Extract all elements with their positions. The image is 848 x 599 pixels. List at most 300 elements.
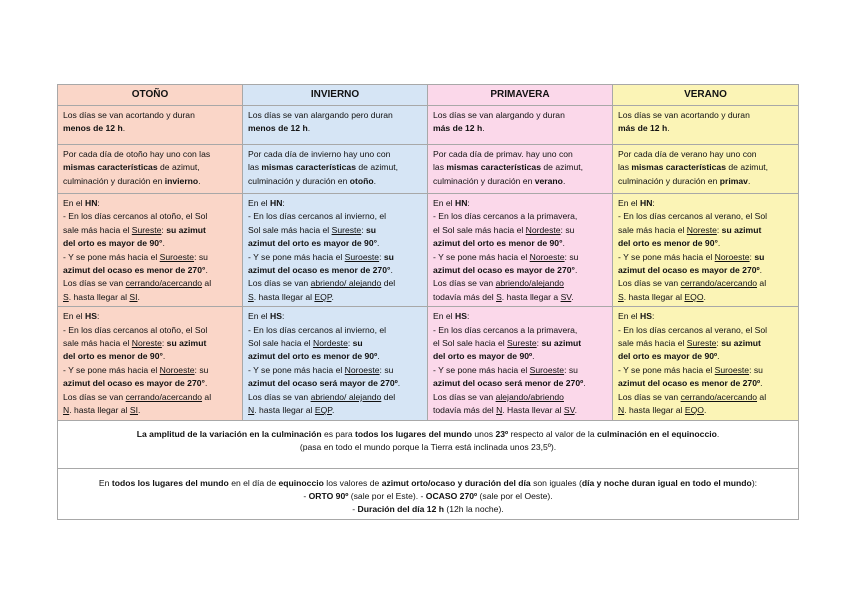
bold-term: su azimut <box>721 338 761 349</box>
text-line <box>618 377 793 390</box>
text-run: : <box>161 224 167 235</box>
text-line <box>618 404 793 417</box>
text-run: - En los días cercanos a la primavera, <box>433 324 578 335</box>
text-run: . hasta llegar a <box>501 291 561 302</box>
text-run: - Y se pone más hacia el <box>63 251 160 262</box>
text-run: las <box>248 162 262 173</box>
text-line <box>433 310 607 323</box>
bold-term: del orto es mayor de 90º <box>618 351 718 362</box>
underlined-term: cerrando/acercando <box>680 391 758 402</box>
text-line <box>248 264 422 277</box>
text-run: En el <box>63 311 85 322</box>
text-line <box>248 175 422 188</box>
text-line <box>433 109 607 122</box>
underlined-term: cerrando/acercando <box>680 278 758 289</box>
text-run: . Hasta llevar al <box>502 405 564 416</box>
bold-term: más de 12 h <box>433 123 483 134</box>
underlined-term: EQO <box>684 405 704 416</box>
text-line <box>63 324 237 337</box>
text-line <box>248 310 422 323</box>
text-line <box>618 122 793 135</box>
text-run: - En los días cercanos al verano, el Sol <box>618 211 768 222</box>
underlined-term: Noreste <box>686 224 717 235</box>
underlined-term: N <box>63 405 70 416</box>
text-run: de azimut, <box>540 162 584 173</box>
text-run: sale más hacia el <box>618 338 687 349</box>
text-run: : <box>536 338 542 349</box>
text-run: Los días se van alargando y duran <box>433 110 565 120</box>
underlined-term: EQP <box>314 405 332 416</box>
text-run: . <box>122 123 126 134</box>
text-line <box>63 197 237 210</box>
text-run: Los días se van <box>618 278 681 289</box>
text-run: . hasta llegar al <box>68 291 130 302</box>
bold-term: su azimut <box>541 338 582 349</box>
text-run: Los días se van acortando y duran <box>63 110 195 120</box>
text-line <box>63 161 237 174</box>
text-run: : <box>716 338 722 349</box>
text-run: (pasa en todo el mundo porque la Tierra está inclinada unos 23,5º). <box>299 441 557 452</box>
text-run: del <box>381 391 396 402</box>
bold-term: primav <box>719 175 748 186</box>
text-run: . <box>574 405 577 416</box>
text-run: : su <box>749 364 763 375</box>
text-run: . <box>532 351 535 362</box>
text-run: : <box>361 224 366 235</box>
text-run: . <box>331 405 335 416</box>
text-run: . <box>562 238 565 249</box>
bold-term: HN <box>269 198 283 208</box>
text-line <box>63 337 237 350</box>
text-run: . hasta llegar al <box>253 291 315 302</box>
footer-equinoccio-note <box>58 468 799 519</box>
text-run: culminación y duración en <box>63 175 165 186</box>
text-run: Los días se van <box>433 278 496 289</box>
text-run: . <box>482 123 485 134</box>
text-line <box>618 364 793 377</box>
text-line <box>248 224 422 237</box>
text-run: - En los días cercanos al invierno, el <box>248 211 387 222</box>
text-run: . <box>717 238 721 249</box>
text-line <box>618 337 793 350</box>
header-primavera: PRIMAVERA <box>428 85 613 106</box>
text-run: . <box>205 265 208 276</box>
underlined-term: Noroeste <box>159 364 195 375</box>
text-run: . <box>667 123 670 134</box>
text-run: . <box>373 175 377 186</box>
text-run: Los días se van <box>433 391 496 402</box>
text-run: al <box>202 278 212 289</box>
seasons-table <box>57 84 799 520</box>
text-run: : <box>716 224 722 235</box>
cell-invierno-hn <box>243 194 428 307</box>
text-run: son iguales ( <box>530 477 582 488</box>
bold-term: su <box>366 224 377 235</box>
text-line <box>618 264 793 277</box>
bold-term: HS <box>84 311 97 322</box>
text-run: el Sol sale hacia el <box>433 338 508 349</box>
cell-invierno-simetria <box>243 145 428 194</box>
text-run: - Y se pone más hacia el <box>63 364 160 375</box>
text-run: Los días se van acortando y duran <box>618 110 750 120</box>
text-run: En <box>98 477 112 488</box>
text-run: - Y se pone más hacia el <box>618 364 715 375</box>
text-run: . <box>760 378 763 389</box>
text-line <box>63 310 237 323</box>
text-run: : <box>651 311 655 322</box>
text-run: todavía más del <box>433 291 497 302</box>
text-line <box>63 391 237 404</box>
text-run: - En los días cercanos al otoño, el Sol <box>63 211 208 222</box>
text-run: En el <box>433 311 455 322</box>
underlined-term: cerrando/acercando <box>125 391 203 402</box>
text-run: - Y se pone más hacia el <box>433 251 530 262</box>
bold-term: HN <box>454 198 468 208</box>
underlined-term: Noreste <box>131 338 162 349</box>
underlined-term: abriendo/ alejando <box>310 278 382 289</box>
underlined-term: Noroeste <box>529 251 565 262</box>
text-run: . <box>137 291 140 302</box>
text-line <box>63 224 237 237</box>
underlined-term: Sureste <box>686 338 717 349</box>
underlined-term: Sureste <box>507 338 537 349</box>
text-line <box>433 277 607 290</box>
underlined-term: N <box>248 405 255 416</box>
text-line <box>618 251 793 264</box>
text-run: Los días se van <box>248 278 311 289</box>
bold-term: azimut del ocaso será mayor de 270º <box>248 378 398 389</box>
text-line <box>63 404 237 417</box>
bold-term: todos los lugares del mundo <box>355 428 473 439</box>
text-line <box>433 224 607 237</box>
table-row <box>58 307 799 420</box>
text-line <box>433 148 607 161</box>
text-line <box>248 291 422 304</box>
text-run: en el día de <box>228 477 279 488</box>
text-line <box>433 210 607 223</box>
text-run: : su <box>564 251 579 262</box>
underlined-term: Nordeste <box>525 224 561 235</box>
underlined-term: N <box>618 405 625 416</box>
text-run: al <box>757 391 767 402</box>
text-run: sale más hacia el <box>618 224 687 235</box>
text-run: culminación y duración en <box>618 175 720 186</box>
text-run: - En los días cercanos al verano, el Sol <box>618 324 768 335</box>
text-run: Sol sale más hacia el <box>248 224 332 235</box>
bold-term: HS <box>639 311 652 322</box>
text-run: al <box>202 391 212 402</box>
bold-term: OCASO 270º <box>425 490 478 501</box>
text-line <box>618 175 793 188</box>
bold-term: su azimut <box>721 224 762 235</box>
text-run: . <box>377 351 380 362</box>
bold-term: azimut del ocaso es menor de 270º <box>618 378 761 389</box>
underlined-term: abriendo/ alejando <box>310 391 382 402</box>
underlined-term: SI <box>129 405 139 416</box>
bold-term: HS <box>269 311 282 322</box>
text-line <box>618 391 793 404</box>
cell-verano-duracion <box>613 106 799 145</box>
text-run: - En los días cercanos al otoño, el Sol <box>63 324 208 335</box>
text-line <box>433 350 607 363</box>
text-line <box>618 237 793 250</box>
cell-verano-hn <box>613 194 799 307</box>
text-line <box>63 350 237 363</box>
bold-term: todos los lugares del mundo <box>111 477 229 488</box>
text-line <box>63 503 793 516</box>
cell-otono-hn <box>58 194 243 307</box>
text-run: : <box>466 311 470 322</box>
underlined-term: abriendo/alejando <box>495 278 564 289</box>
bold-term: HN <box>639 198 653 208</box>
underlined-term: Suroeste <box>529 364 565 375</box>
text-run: culminación y duración en <box>433 175 535 186</box>
text-line <box>248 364 422 377</box>
text-run: : <box>347 338 353 349</box>
bold-term: su azimut <box>166 224 206 235</box>
text-run: Los días se van <box>618 391 681 402</box>
text-line <box>618 109 793 122</box>
text-run: : su <box>560 224 575 235</box>
bold-term: HS <box>454 311 467 322</box>
cell-primavera-duracion <box>428 106 613 145</box>
bold-term: equinoccio <box>278 477 324 488</box>
text-line <box>248 210 422 223</box>
text-line <box>618 210 793 223</box>
bold-term: menos de 12 h <box>63 123 123 134</box>
cell-otono-hs <box>58 307 243 420</box>
text-run: . <box>571 291 574 302</box>
text-line <box>248 337 422 350</box>
text-run: . hasta llegar al <box>623 291 685 302</box>
text-run: . hasta llegar al <box>624 405 685 416</box>
text-line <box>63 490 793 503</box>
text-run: : <box>467 198 470 208</box>
text-line <box>618 291 793 304</box>
text-run: . <box>717 351 720 362</box>
table-row <box>58 106 799 145</box>
bold-term: HN <box>84 198 98 208</box>
text-run: es para <box>321 428 356 439</box>
bold-term: mismas características <box>63 162 158 173</box>
text-line <box>248 109 422 122</box>
text-run: : <box>96 311 100 322</box>
text-run: En el <box>618 311 640 322</box>
text-line <box>63 148 237 161</box>
text-run: el Sol sale más hacia el <box>433 224 526 235</box>
text-run: - Y se pone más hacia el <box>248 364 345 375</box>
text-line <box>433 291 607 304</box>
text-line <box>248 148 422 161</box>
text-line <box>248 237 422 250</box>
text-run: - Y se pone más hacia el <box>248 251 345 262</box>
bold-term: su azimut <box>166 338 207 349</box>
text-run: de azimut, <box>355 162 399 173</box>
bold-term: su <box>754 251 765 262</box>
text-run: . hasta llegar al <box>254 405 315 416</box>
bold-term: verano <box>534 175 563 186</box>
bold-term: azimut del ocaso es mayor de 270º <box>618 265 760 276</box>
bold-term: del orto es menor de 90° <box>618 238 718 249</box>
cell-invierno-duracion <box>243 106 428 145</box>
text-run: En el <box>63 198 85 208</box>
bold-term: Duración del día 12 h <box>357 504 444 515</box>
text-run: . <box>204 378 208 389</box>
cell-otono-duracion <box>58 106 243 145</box>
text-run: ): <box>751 477 758 488</box>
text-run: . <box>377 238 380 249</box>
underlined-term: EQP <box>314 291 332 302</box>
text-run: (12h la noche). <box>443 504 504 515</box>
text-line <box>618 197 793 210</box>
text-line <box>433 364 607 377</box>
text-run: : <box>161 338 167 349</box>
text-run: : <box>379 251 384 262</box>
text-run: culminación y duración en <box>248 175 350 186</box>
text-line <box>63 237 237 250</box>
text-line <box>63 210 237 223</box>
bold-term: más de 12 h <box>618 123 668 134</box>
text-line <box>248 377 422 390</box>
text-run: : su <box>194 364 209 375</box>
text-run: Por cada día de verano hay uno con <box>618 149 757 159</box>
bold-term: su <box>383 251 394 262</box>
text-line <box>248 350 422 363</box>
text-run: . <box>162 238 165 249</box>
text-line <box>248 324 422 337</box>
text-line <box>63 477 793 490</box>
text-run: En el <box>618 198 640 208</box>
text-line <box>433 237 607 250</box>
text-line <box>63 175 237 188</box>
underlined-term: Sureste <box>331 224 362 235</box>
text-run: En el <box>248 198 270 208</box>
underlined-term: SV <box>560 291 572 302</box>
text-run: : <box>282 198 285 208</box>
text-run: Los días se van <box>63 278 126 289</box>
text-run: - <box>303 490 309 501</box>
text-line <box>433 404 607 417</box>
bold-term: invierno <box>164 175 199 186</box>
text-line <box>433 377 607 390</box>
text-run: : <box>749 251 755 262</box>
bold-term: azimut del orto es menor de 90º <box>248 351 378 362</box>
text-run: . <box>138 405 141 416</box>
text-run: . <box>307 123 311 134</box>
text-run: todavía más del <box>433 405 497 416</box>
bold-term: La amplitud de la variación en la culminación <box>136 428 322 439</box>
text-line <box>433 175 607 188</box>
text-line <box>248 277 422 290</box>
text-run: - <box>352 504 358 515</box>
text-run: al <box>757 278 767 289</box>
text-line <box>433 122 607 135</box>
underlined-term: Suroeste <box>159 251 195 262</box>
bold-term: su <box>352 338 363 349</box>
text-run: - En los días cercanos a la primavera, <box>433 211 578 222</box>
text-run: . <box>562 175 566 186</box>
text-run: respecto al valor de la <box>508 428 597 439</box>
text-line <box>248 251 422 264</box>
text-run: . <box>162 351 166 362</box>
underlined-term: S <box>618 291 624 302</box>
footer-row-equinoccio <box>58 468 799 519</box>
text-run: : su <box>194 251 208 262</box>
underlined-term: EQO <box>684 291 704 302</box>
text-run: . <box>331 291 334 302</box>
underlined-term: Suroeste <box>714 364 750 375</box>
text-line <box>63 264 237 277</box>
underlined-term: Suroeste <box>344 251 380 262</box>
text-run: las <box>433 162 447 173</box>
bold-term: culminación en el equinoccio <box>597 428 717 439</box>
bold-term: del orto es mayor de 90º <box>433 351 533 362</box>
text-line <box>63 377 237 390</box>
header-invierno: INVIERNO <box>243 85 428 106</box>
underlined-term: cerrando/acercando <box>125 278 203 289</box>
text-run: Por cada día de primav. hay uno con <box>433 149 573 159</box>
text-run: Los días se van <box>63 391 126 402</box>
text-line <box>433 197 607 210</box>
text-line <box>63 122 237 135</box>
underlined-term: S <box>248 291 254 302</box>
footer-culminacion-note <box>58 420 799 468</box>
text-run: de azimut, <box>157 162 200 173</box>
text-line <box>248 197 422 210</box>
text-run: . <box>574 265 578 276</box>
text-line <box>63 277 237 290</box>
cell-primavera-hn <box>428 194 613 307</box>
cell-verano-simetria <box>613 145 799 194</box>
table-row <box>58 145 799 194</box>
text-run: (sale por el Este). - <box>348 490 426 501</box>
text-line <box>618 148 793 161</box>
text-line <box>63 291 237 304</box>
header-otono: OTOÑO <box>58 85 243 106</box>
text-line <box>618 161 793 174</box>
text-line <box>433 337 607 350</box>
text-run: . <box>198 175 201 186</box>
bold-term: día y noche duran igual en todo el mundo <box>581 477 752 488</box>
text-run: unos <box>472 428 496 439</box>
text-line <box>433 264 607 277</box>
bold-term: azimut del ocaso es mayor de 270° <box>63 378 205 389</box>
text-line <box>433 324 607 337</box>
bold-term: mismas características <box>261 162 356 173</box>
bold-term: ORTO 90º <box>308 490 349 501</box>
text-run: . <box>747 175 751 186</box>
text-run: de azimut, <box>725 162 769 173</box>
footer-row-culminacion <box>58 420 799 468</box>
header-row <box>58 85 799 106</box>
text-run: En el <box>433 198 455 208</box>
text-run: (sale por el Oeste). <box>477 490 553 501</box>
bold-term: 23º <box>495 428 509 439</box>
text-line <box>248 391 422 404</box>
bold-term: mismas características <box>631 162 726 173</box>
text-line <box>618 350 793 363</box>
bold-term: azimut del ocaso es mayor de 270° <box>433 265 575 276</box>
cell-primavera-simetria <box>428 145 613 194</box>
text-line <box>618 224 793 237</box>
text-run: - En los días cercanos al invierno, el <box>248 324 387 335</box>
text-line <box>433 251 607 264</box>
text-run: : su <box>564 364 578 375</box>
underlined-term: N <box>496 405 503 416</box>
text-run: . <box>390 265 393 276</box>
text-run: Sol sale hacia el <box>248 338 313 349</box>
text-run: . <box>759 265 763 276</box>
